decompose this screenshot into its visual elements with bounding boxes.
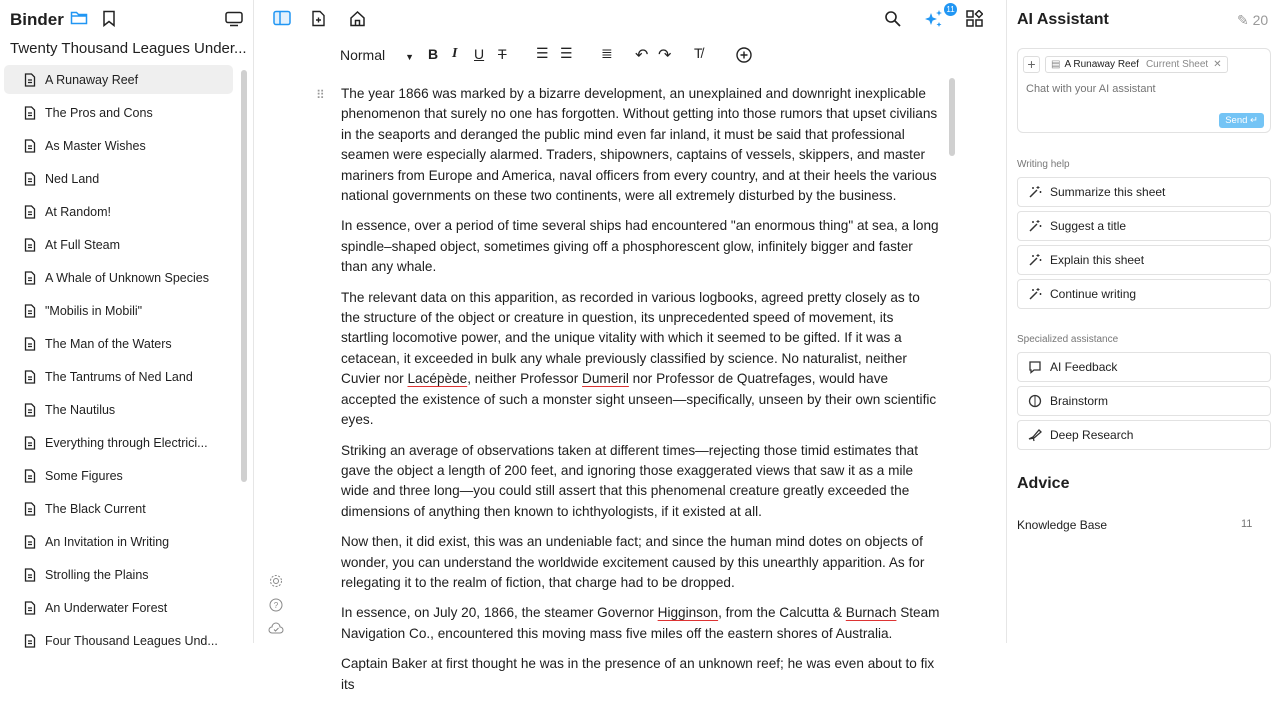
- binder-item[interactable]: [4, 98, 233, 127]
- new-document-icon[interactable]: [311, 10, 326, 27]
- bullet-list-icon[interactable]: ☰: [560, 45, 573, 61]
- binder-item[interactable]: [4, 428, 233, 457]
- text-run: Striking an average of observations taken at different times—rejecting those timid estimates that gave the object a length of 200 feet, and ignoring those exaggerated views that saw it as a mile wide and three long—you could still assert that this phenomenal creature greatly exceeded the dimensions of anything then known to ichthyologists, if it existed at all.: [341, 442, 919, 519]
- binder-item[interactable]: [4, 494, 233, 523]
- telescope-icon: [1028, 428, 1050, 442]
- advice-title: Advice: [1017, 475, 1070, 492]
- paragraph: [341, 603, 941, 644]
- binder-item-label: "Mobilis in Mobili": [45, 303, 143, 318]
- document-icon: [24, 634, 45, 648]
- binder-item-label: The Black Current: [45, 501, 146, 516]
- chat-box: [1017, 48, 1271, 133]
- brainstorm-icon: [1028, 394, 1050, 408]
- paragraph: [341, 441, 941, 523]
- knowledge-base-link[interactable]: Knowledge Base: [1017, 518, 1108, 532]
- settings-icon[interactable]: [269, 574, 283, 588]
- misspelled-word[interactable]: Higginson: [657, 605, 719, 621]
- writing-help-button[interactable]: [1017, 211, 1271, 241]
- writing-help-button[interactable]: [1017, 245, 1271, 275]
- document-icon: [24, 205, 45, 219]
- send-button[interactable]: Send ↵: [1219, 113, 1264, 128]
- bookmark-icon[interactable]: [102, 10, 116, 27]
- writing-help-button[interactable]: [1017, 279, 1271, 309]
- ai-sparkle-icon[interactable]: [923, 9, 945, 29]
- add-context-button[interactable]: +: [1023, 56, 1040, 73]
- numbered-list-icon[interactable]: ☰: [536, 45, 549, 61]
- home-icon[interactable]: [349, 10, 366, 27]
- align-left-icon[interactable]: ≣: [601, 45, 613, 61]
- misspelled-word[interactable]: Burnach: [845, 605, 897, 621]
- editor-scrollbar[interactable]: [949, 78, 955, 156]
- button-label: Deep Research: [1050, 428, 1134, 442]
- binder-item[interactable]: [4, 362, 233, 391]
- binder-item[interactable]: [4, 527, 233, 556]
- monitor-icon[interactable]: [225, 11, 243, 27]
- text-run: The relevant data on this apparition, as recorded in various logbooks, agreed pretty closely as to the structure of the object or creature in question, its unprecedented speed of movement, its startling locomotive power, and the unique vitality with which it seemed to be gifted. If it was a cetacean, it exceeded in bulk any whale previously classified by science. No naturalist, neither Cuvier nor: [341, 289, 920, 387]
- binder-item-label: An Underwater Forest: [45, 600, 168, 615]
- binder-item-label: An Invitation in Writing: [45, 534, 170, 549]
- specialized-label: Specialized assistance: [1017, 334, 1119, 345]
- text-run: , from the Calcutta &: [718, 605, 846, 621]
- specialized-button[interactable]: [1017, 420, 1271, 450]
- document-icon: [24, 106, 45, 120]
- context-chip-title: A Runaway Reef: [1064, 59, 1139, 70]
- binder-item-label: Everything through Electrici...: [45, 435, 208, 450]
- binder-title: Binder: [10, 10, 64, 29]
- binder-item-label: At Random!: [45, 204, 112, 219]
- folder-icon[interactable]: [70, 10, 88, 26]
- paragraph: [341, 532, 941, 593]
- binder-item[interactable]: [4, 329, 233, 358]
- binder-item[interactable]: [4, 230, 233, 259]
- paragraph: [341, 84, 941, 206]
- binder-item-label: The Pros and Cons: [45, 105, 153, 120]
- remove-context-icon[interactable]: ✕: [1213, 59, 1222, 70]
- binder-item[interactable]: [4, 395, 233, 424]
- document-icon: [24, 139, 45, 153]
- search-icon[interactable]: [884, 10, 901, 27]
- clear-format-icon[interactable]: T̸: [694, 45, 703, 61]
- binder-item[interactable]: [4, 593, 233, 622]
- notification-badge: 11: [943, 2, 958, 17]
- text-run: Captain Baker at first thought he was in the presence of an unknown reef; he was even about to fix its: [341, 656, 935, 692]
- drag-handle-icon[interactable]: ⠿: [316, 88, 325, 102]
- document-icon: [24, 469, 45, 483]
- chat-input[interactable]: [1026, 83, 1256, 95]
- text-run: The year 1866 was marked by a bizarre development, an unexplained and downright inexplicable phenomenon that surely no one has forgotten. Without getting into those rumors that upset civilians in the seaports and deranged the public mind even far inland, it must be said that professional seamen were especially alarmed. Traders, shipowners, captains of vessels, skippers, and master mariners from Europe and America, naval officers from every country, and at their heels the various national governments on these two continents, were all extremely disturbed by the business.: [341, 86, 938, 204]
- specialized-button[interactable]: [1017, 386, 1271, 416]
- binder-item-label: Four Thousand Leagues Und...: [45, 633, 218, 648]
- binder-item-label: A Runaway Reef: [45, 72, 139, 87]
- redo-icon[interactable]: ↷: [658, 47, 672, 64]
- binder-item[interactable]: [4, 296, 233, 325]
- document-body[interactable]: [341, 84, 941, 705]
- document-icon: [24, 403, 45, 417]
- paragraph: [341, 216, 941, 277]
- ai-assistant-panel: [1006, 0, 1280, 643]
- document-icon: [24, 271, 45, 285]
- text-run: Steam Navigation Co., encountered this moving mass five miles off the eastern shores of Australia.: [341, 605, 940, 641]
- paragraph: [341, 288, 941, 431]
- writing-help-button[interactable]: [1017, 177, 1271, 207]
- button-label: Summarize this sheet: [1050, 185, 1166, 199]
- dropdown-caret-icon: ▼: [405, 52, 415, 62]
- magic-wand-icon: [1028, 185, 1050, 199]
- help-icon[interactable]: [269, 598, 283, 612]
- binder-item-label: Some Figures: [45, 468, 123, 483]
- apps-icon[interactable]: [966, 10, 983, 27]
- binder-item-label: The Man of the Waters: [45, 336, 172, 351]
- button-label: AI Feedback: [1050, 360, 1118, 374]
- button-label: Brainstorm: [1050, 394, 1109, 408]
- document-icon: [24, 502, 45, 516]
- underline-icon[interactable]: U: [474, 46, 485, 62]
- document-icon: [24, 304, 45, 318]
- document-icon: [24, 568, 45, 582]
- italic-icon[interactable]: I: [452, 46, 458, 61]
- binder-item[interactable]: [4, 197, 233, 226]
- magic-wand-icon: [1028, 287, 1050, 301]
- undo-icon[interactable]: ↶: [635, 47, 649, 64]
- toggle-sidebar-icon[interactable]: [273, 10, 291, 26]
- binder-item[interactable]: [4, 263, 233, 292]
- magic-wand-icon: ✎: [1237, 12, 1249, 28]
- text-run: , neither Professor: [467, 371, 583, 387]
- binder-item[interactable]: [4, 131, 233, 160]
- sidebar-scrollbar[interactable]: [241, 70, 247, 482]
- svg-text:?: ?: [273, 601, 279, 610]
- specialized-button[interactable]: [1017, 352, 1271, 382]
- button-label: Suggest a title: [1050, 219, 1127, 233]
- binder-item-label: As Master Wishes: [45, 138, 146, 153]
- binder-item[interactable]: [4, 65, 233, 94]
- binder-item-label: The Tantrums of Ned Land: [45, 369, 193, 384]
- document-icon: [24, 370, 45, 384]
- text-run: Now then, it did exist, this was an undeniable fact; and since the human mind dotes on objects of wonder, you can understand the worldwide excitement caused by this unearthly apparition. As for relegating it to the realm of fiction, that charge had to be dropped.: [341, 534, 925, 590]
- knowledge-base-count: 11: [1241, 518, 1253, 530]
- insert-icon[interactable]: [736, 47, 752, 63]
- credits-count: 20: [1252, 12, 1269, 28]
- binder-sidebar: [0, 0, 254, 648]
- paragraph: [341, 654, 941, 695]
- text-run: In essence, on July 20, 1866, the steamer Governor: [341, 605, 658, 621]
- binder-item-label: Strolling the Plains: [45, 567, 149, 582]
- misspelled-word[interactable]: Lacépède: [407, 371, 468, 387]
- document-icon: [24, 73, 45, 87]
- binder-item[interactable]: [4, 626, 233, 655]
- binder-item-label: A Whale of Unknown Species: [45, 270, 209, 285]
- binder-item[interactable]: [4, 461, 233, 490]
- document-icon: [24, 436, 45, 450]
- document-icon: [24, 601, 45, 615]
- credits: [1237, 12, 1268, 29]
- binder-item-label: The Nautilus: [45, 402, 116, 417]
- document-icon: [24, 172, 45, 186]
- feedback-icon: [1028, 360, 1050, 374]
- writing-help-label: Writing help: [1017, 159, 1070, 170]
- button-label: Explain this sheet: [1050, 253, 1145, 267]
- paragraph-style-select[interactable]: [340, 47, 414, 63]
- misspelled-word[interactable]: Dumeril: [582, 371, 629, 387]
- document-icon: ▤: [1051, 59, 1061, 70]
- binder-item[interactable]: [4, 560, 233, 589]
- panel-title: AI Assistant: [1017, 11, 1109, 28]
- magic-wand-icon: [1028, 253, 1050, 267]
- context-chip: [1045, 56, 1228, 73]
- bold-icon[interactable]: B: [428, 46, 439, 62]
- binder-item[interactable]: [4, 164, 233, 193]
- magic-wand-icon: [1028, 219, 1050, 233]
- style-label: Normal: [340, 47, 386, 63]
- context-chip-label: Current Sheet: [1145, 59, 1209, 70]
- document-icon: [24, 238, 45, 252]
- text-run: nor Professor de Quatrefages, would have accepted the existence of such a monster sight unseen—specifically, unseen by their own scientific eyes.: [341, 371, 937, 428]
- strikethrough-icon[interactable]: T: [498, 46, 507, 62]
- editor: [254, 0, 1006, 692]
- binder-item-label: At Full Steam: [45, 237, 121, 252]
- cloud-sync-icon[interactable]: [268, 622, 284, 634]
- book-title: Twenty Thousand Leagues Under...: [10, 40, 247, 57]
- binder-item-label: Ned Land: [45, 171, 100, 186]
- document-icon: [24, 535, 45, 549]
- text-run: In essence, over a period of time several ships had encountered "an enormous thing" at sea, a long spindle–shaped object, sometimes giving off a phosphorescent glow, infinitely bigger and faster than any whale.: [341, 218, 939, 275]
- button-label: Continue writing: [1050, 287, 1137, 301]
- document-icon: [24, 337, 45, 351]
